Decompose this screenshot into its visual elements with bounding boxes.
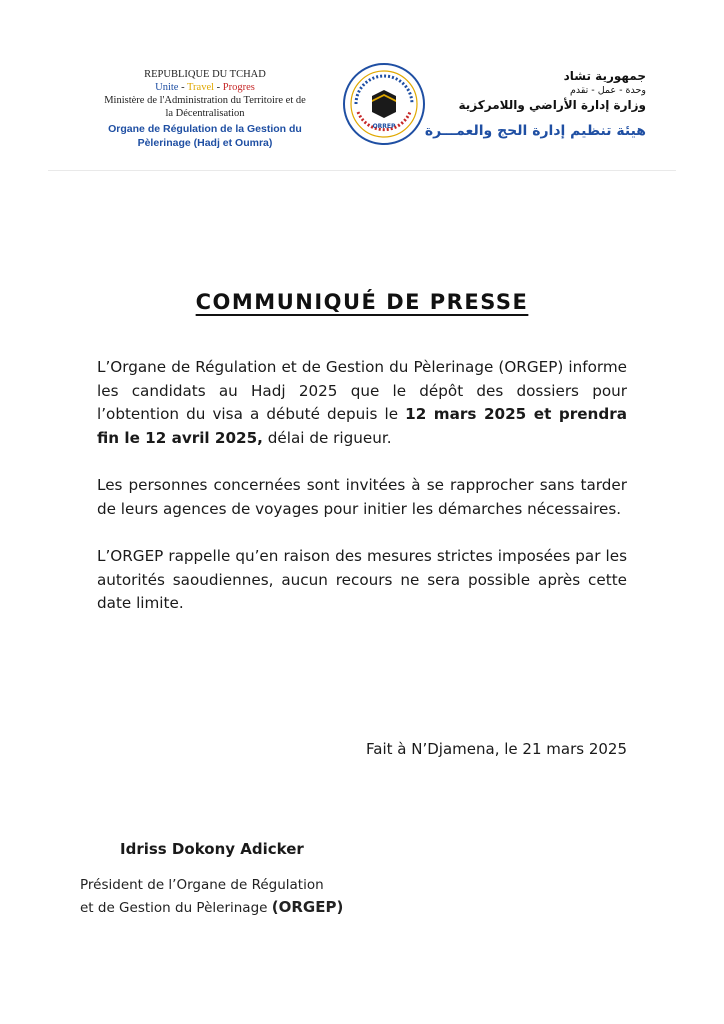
motto-separator: - bbox=[214, 82, 223, 93]
document-title bbox=[0, 290, 724, 314]
motto-word: Progres bbox=[222, 82, 255, 93]
ministry-line: Ministère de l'Administration du Territoire et de bbox=[104, 95, 306, 106]
motto-separator: - bbox=[178, 82, 187, 93]
republic-label: REPUBLIQUE DU TCHAD bbox=[144, 69, 266, 80]
motto-word: Unite bbox=[155, 82, 179, 93]
seal-acronym: ORREP bbox=[372, 123, 396, 130]
organization-name bbox=[70, 122, 340, 150]
org-line: Pèlerinage (Hadj et Oumra) bbox=[137, 137, 273, 149]
signer-name: Idriss Dokony Adicker bbox=[120, 840, 304, 858]
arabic-republic: جمهورية تشاد bbox=[563, 69, 646, 83]
place-date: Fait à N’Djamena, le 21 mars 2025 bbox=[366, 740, 627, 758]
arabic-motto: وحدة - عمل - تقدم bbox=[569, 85, 646, 96]
org-line: Organe de Régulation de la Gestion du bbox=[108, 123, 302, 135]
paragraph: L’ORGEP rappelle qu’en raison des mesures strictes imposées par les autorités saoudiennes, aucun recours ne sera possible après cette date limite. bbox=[97, 547, 627, 612]
paragraph: Les personnes concernées sont invitées à se rapprocher sans tarder de leurs agences de voyages pour initier les démarches nécessaires. bbox=[97, 476, 627, 518]
arabic-organization: هيئة تنظيم إدارة الحج والعمـــرة bbox=[424, 123, 646, 139]
letterhead-french bbox=[70, 68, 340, 150]
signer-title bbox=[80, 874, 400, 919]
signer-title-line: Président de l’Organe de Régulation bbox=[80, 877, 324, 893]
paragraph bbox=[97, 356, 627, 450]
paragraph-text: L’Organe de Régulation et de Gestion du Pèlerinage (ORGEP) informe les candidats au Hadj 2025 que le dépôt des dossiers pour l’obtention du visa a débuté depuis le bbox=[97, 358, 627, 423]
signer-title-line bbox=[80, 896, 400, 919]
ministry-line: la Décentralisation bbox=[165, 108, 245, 119]
paragraph-text: délai de rigueur. bbox=[262, 428, 392, 447]
arabic-ministry: وزارة إدارة الأراضي واللامركزية bbox=[458, 98, 646, 112]
national-motto bbox=[70, 81, 340, 94]
header-divider bbox=[48, 170, 676, 171]
signer-acronym: (ORGEP) bbox=[271, 898, 344, 916]
press-release-body bbox=[97, 356, 627, 640]
letterhead-arabic bbox=[406, 68, 646, 144]
deadline-dates: 12 mars 2025 et prendra fin le 12 avril 2025, bbox=[97, 405, 627, 447]
letterhead bbox=[0, 0, 724, 172]
signer-title-text: et de Gestion du Pèlerinage bbox=[80, 900, 272, 916]
motto-word: Travel bbox=[187, 82, 215, 93]
title-text: COMMUNIQUÉ DE PRESSE bbox=[195, 290, 529, 314]
